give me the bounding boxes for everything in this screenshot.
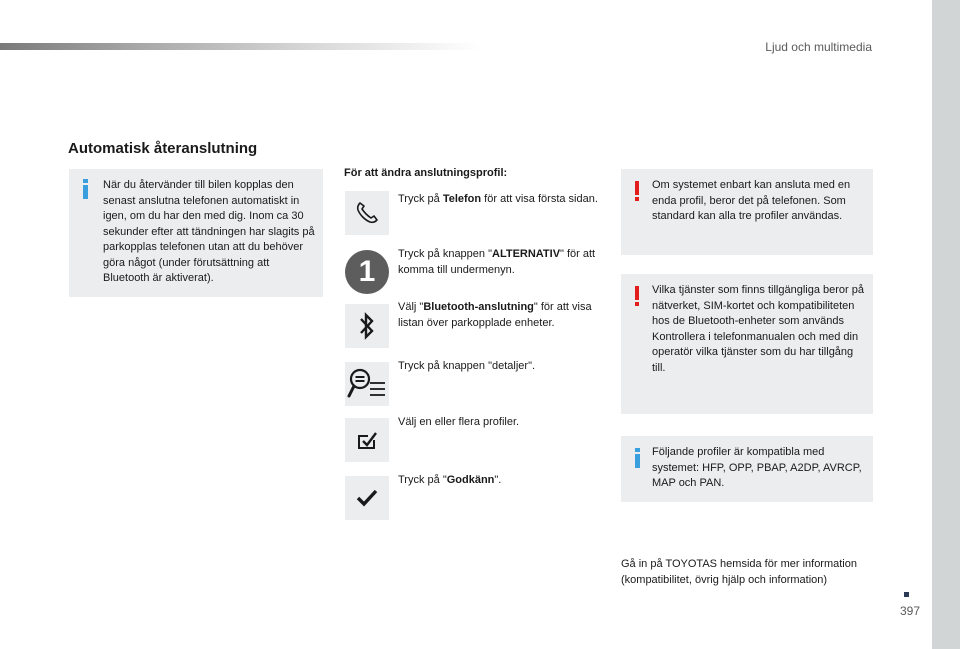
step-icon-tile bbox=[345, 362, 389, 406]
info-box-profiles bbox=[621, 436, 873, 502]
page-marker bbox=[904, 592, 909, 597]
procedure-title: För att ändra anslutningsprofil: bbox=[344, 167, 508, 179]
step-4-text: Tryck på knappen "detaljer". bbox=[398, 360, 536, 372]
page-number: 397 bbox=[900, 604, 921, 618]
step-1-text: Tryck på Telefon för att visa första sidan. bbox=[398, 193, 598, 205]
details-icon bbox=[347, 366, 387, 402]
bluetooth-icon bbox=[355, 311, 379, 341]
warning-text: Vilka tjänster som finns tillgängliga beror på nätverket, SIM-kortet och kompatibiliteten hos de Bluetooth-enheter som används Kontrollera i telefonmanualen och med din operatör vilka tjänster som du har tillgång till. bbox=[652, 284, 864, 374]
step-6-text: Tryck på "Godkänn". bbox=[398, 474, 502, 486]
header-gradient-bar bbox=[0, 43, 480, 50]
step-5-text: Välj en eller flera profiler. bbox=[398, 416, 520, 428]
step-icon-tile bbox=[345, 418, 389, 462]
warning-box-profile bbox=[621, 169, 873, 255]
checkmark-icon bbox=[356, 489, 378, 507]
step-icon-tile bbox=[345, 191, 389, 235]
step-2-text: Tryck på knappen "ALTERNATIV" för att komma till undermenyn. bbox=[398, 248, 596, 276]
step-3-text: Välj "Bluetooth-anslutning" för att visa listan över parkopplade enheter. bbox=[398, 301, 592, 329]
page-edge-strip bbox=[932, 0, 960, 649]
step-icon-tile bbox=[345, 304, 389, 348]
page-title: Automatisk återanslutning bbox=[68, 140, 258, 157]
warning-text: Om systemet enbart kan ansluta med en enda profil, beror det på telefonen. Som standard kan alla tre profiler användas. bbox=[652, 179, 851, 222]
step-icon-tile bbox=[345, 476, 389, 520]
info-text: När du återvänder till bilen kopplas den senast anslutna telefonen automatiskt in igen, om du har den med dig. Inom ca 30 sekunder efter att tändningen har slagits på parkopplas telefonen utan att du behöver göra något (under förutsättning att Bluetooth är aktiverat). bbox=[103, 179, 315, 284]
section-title: Ljud och multimedia bbox=[765, 40, 872, 54]
info-box-reconnect bbox=[69, 169, 323, 297]
footer-note: Gå in på TOYOTAS hemsida för mer information (kompatibilitet, övrig hjälp och information) bbox=[621, 558, 857, 586]
info-text: Följande profiler är kompatibla med systemet: HFP, OPP, PBAP, A2DP, AVRCP, MAP och PAN. bbox=[652, 446, 862, 489]
checkbox-icon bbox=[355, 429, 379, 451]
warning-box-services bbox=[621, 274, 873, 414]
step-number-badge: 1 bbox=[345, 250, 389, 294]
phone-icon bbox=[354, 200, 380, 226]
